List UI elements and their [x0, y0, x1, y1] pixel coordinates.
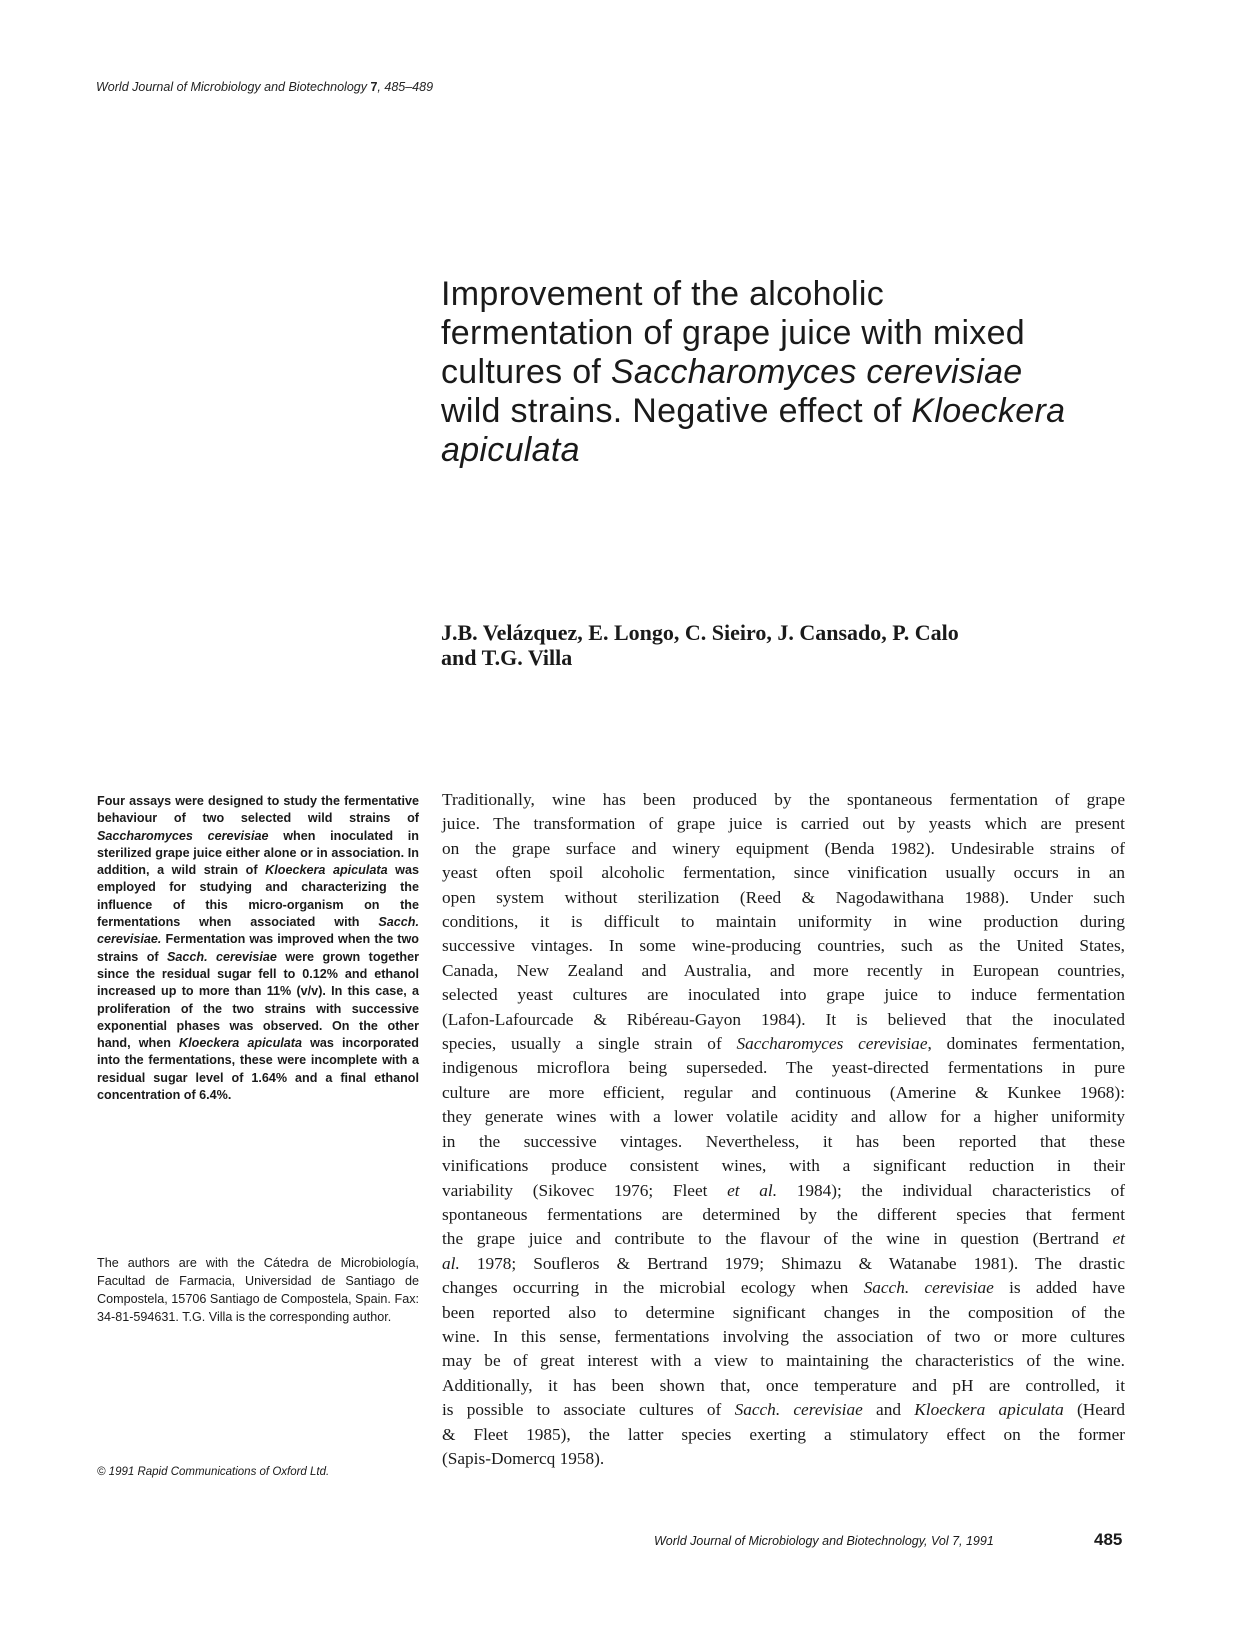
title-line: fermentation of grape juice with mixed — [441, 314, 1026, 352]
article-title — [441, 275, 1141, 470]
body-line: the grape juice and contribute to the flavour of the wine in question (Bertrand et — [442, 1229, 1125, 1249]
body-line: open system without sterilization (Reed & Nagodawithana 1988). Under such — [442, 887, 1125, 907]
body-text — [442, 788, 1125, 1471]
body-line: spontaneous fermentations are determined by the different species that ferment — [442, 1204, 1125, 1224]
running-head-journal: World Journal of Microbiology and Biotechnology — [96, 80, 367, 94]
body-line: successive vintages. In some wine-producing countries, such as the United States, — [442, 936, 1125, 956]
copyright-notice: © 1991 Rapid Communications of Oxford Ltd. — [97, 1466, 330, 1478]
title-line: cultures of Saccharomyces cerevisiae — [441, 353, 1023, 391]
body-line: variability (Sikovec 1976; Fleet et al. 1984); the individual characteristics of — [442, 1180, 1125, 1200]
page-number: 485 — [1094, 1530, 1123, 1549]
body-line: juice. The transformation of grape juice is carried out by yeasts which are present — [442, 814, 1125, 834]
body-line: been reported also to determine significant changes in the composition of the — [442, 1302, 1125, 1322]
body-line: & Fleet 1985), the latter species exerting a stimulatory effect on the former — [442, 1424, 1125, 1444]
body-line: selected yeast cultures are inoculated into grape juice to induce fermentation — [442, 985, 1125, 1005]
author-list — [441, 620, 959, 670]
running-head-volume: 7 — [370, 80, 378, 94]
title-line: Improvement of the alcoholic — [441, 275, 885, 313]
body-line: changes occurring in the microbial ecology when Sacch. cerevisiae is added have — [442, 1278, 1126, 1298]
running-head-pages: , 485–489 — [377, 80, 434, 94]
author-affiliation: The authors are with the Cátedra de Microbiología, Facultad de Farmacia, Universidad de Santiago de Compostela, 15706 Santiago de Compostela, Spain. Fax: 34-81-594631. T.G. Villa is the corresponding author. — [97, 1256, 419, 1324]
body-line: Canada, New Zealand and Australia, and more recently in European countries, — [442, 960, 1125, 980]
body-line: may be of great interest with a view to maintaining the characteristics of the wine. — [442, 1351, 1125, 1371]
running-head — [96, 80, 433, 94]
body-line: conditions, it is difficult to maintain uniformity in wine production during — [442, 912, 1125, 932]
authors-line: and T.G. Villa — [441, 645, 573, 670]
abstract: Four assays were designed to study the fermentative behaviour of two selected wild strains of Saccharomyces cerevisiae when inoculated in sterilized grape juice either alone or in association. In addition, a wild strain of Kloeckera apiculata was employed for studying and characterizing the influence of this micro-organism on the fermentations when associated with Sacch. cerevisiae. Fermentation was improved when the two strains of Sacch. cerevisiae were grown together since the residual sugar fell to 0.12% and ethanol increased up to more than 11% (v/v). In this case, a proliferation of the two strains with successive exponential phases was observed. On the other hand, when Kloeckera apiculata was incorporated into the fermentations, these were incomplete with a residual sugar level of 1.64% and a final ethanol concentration of 6.4%. — [97, 794, 420, 1103]
body-line: Traditionally, wine has been produced by the spontaneous fermentation of grape — [442, 790, 1125, 809]
body-line: is possible to associate cultures of Sacch. cerevisiae and Kloeckera apiculata (Heard — [442, 1400, 1126, 1420]
body-line: indigenous microflora being superseded. The yeast-directed fermentations in pure — [442, 1058, 1125, 1078]
title-line: wild strains. Negative effect of Kloeckera — [441, 392, 1066, 430]
title-line: apiculata — [441, 431, 580, 469]
authors-line: J.B. Velázquez, E. Longo, C. Sieiro, J. Cansado, P. Calo — [441, 620, 959, 645]
body-line: in the successive vintages. Nevertheless, it has been reported that these — [442, 1131, 1125, 1151]
body-line: they generate wines with a lower volatile acidity and allow for a higher uniformity — [442, 1107, 1125, 1127]
body-line: Additionally, it has been shown that, once temperature and pH are controlled, it — [442, 1375, 1125, 1395]
body-line: vinifications produce consistent wines, with a significant reduction in their — [442, 1156, 1125, 1176]
body-line: culture are more efficient, regular and continuous (Amerine & Kunkee 1968): — [442, 1082, 1125, 1102]
footer-journal: World Journal of Microbiology and Biotechnology, Vol 7, 1991 — [654, 1534, 994, 1548]
body-line: al. 1978; Soufleros & Bertrand 1979; Shimazu & Watanabe 1981). The drastic — [442, 1253, 1125, 1273]
body-line: (Sapis-Domercq 1958). — [442, 1448, 605, 1468]
body-line: (Lafon-Lafourcade & Ribéreau-Gayon 1984). It is believed that the inoculated — [442, 1009, 1125, 1029]
body-line: species, usually a single strain of Saccharomyces cerevisiae, dominates fermentation, — [442, 1034, 1125, 1054]
body-line: yeast often spoil alcoholic fermentation, since vinification usually occurs in an — [442, 863, 1125, 883]
body-line: wine. In this sense, fermentations involving the association of two or more cultures — [442, 1326, 1125, 1346]
body-line: on the grape surface and winery equipment (Benda 1982). Undesirable strains of — [442, 838, 1125, 858]
